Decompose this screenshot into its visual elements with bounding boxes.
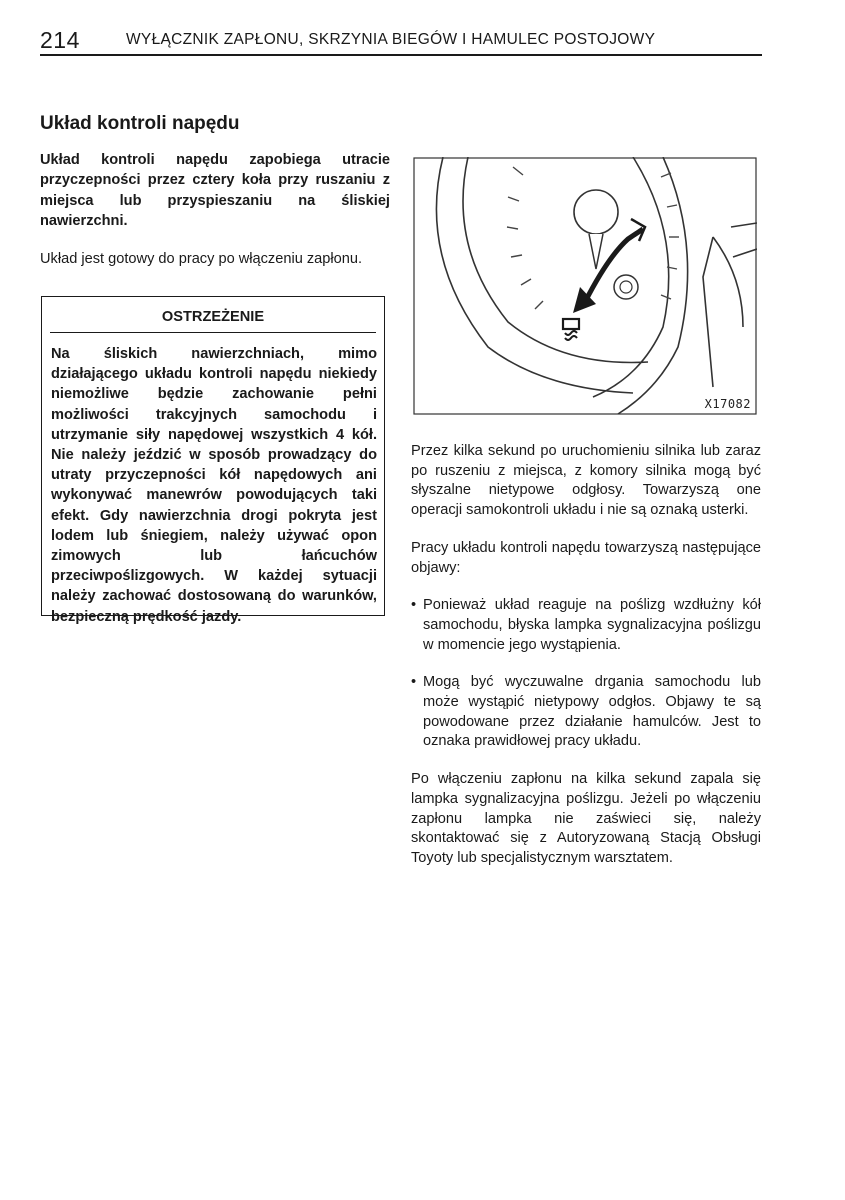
instrument-cluster-figure <box>413 157 757 415</box>
ready-paragraph: Układ jest gotowy do pracy po włączeniu zapłonu. <box>40 251 363 268</box>
paragraph-warning-lamp: Po włączeniu zapłonu na kilka sekund zapala się lampka sygnalizacyjna poślizgu. Jeżeli po włączeniu zapłonu lampka nie zaświeci się, należy skontaktować się z Autoryzowaną Stacją Obsługi Toyoty lub specjalistycznym warsztatem. <box>411 771 761 866</box>
warning-rule <box>50 332 376 333</box>
right-column <box>411 442 761 887</box>
bullet-item <box>411 673 761 752</box>
warning-text: Na śliskich nawierzchniach, mimo działającego układu kontroli napędu niekiedy niemożliwe będzie zachowanie pełni możliwości trakcyjnych samochodu i utrzymanie siły napędowej wszystkich 4 kół. Nie należy jeździć w sposób prowadzący do utraty przyczepności kół napędowych ani wykonywać manewrów powodujących taki efekt. Gdy nawierzchnia drogi pokryta jest lodem lub śniegiem, należy używać opon zimowych lub łańcuchów przeciwpoślizgowych. W każdej sytuacji należy zachować dostosowaną do warunków, bezpieczną prędkość jazdy. <box>51 346 377 625</box>
section-title: Układ kontroli napędu <box>40 113 240 134</box>
warning-box <box>41 296 385 625</box>
cluster-illustration <box>413 157 757 415</box>
paragraph-symptoms-intro: Pracy układu kontroli napędu towarzyszą następujące objawy: <box>411 539 761 576</box>
intro-paragraph: Układ kontroli napędu zapobiega utracie przyczepności przez cztery koła przy ruszaniu z miejsca lub przyspieszaniu na śliskiej nawierzchni. <box>40 152 390 229</box>
bullet-dot: • <box>411 597 417 614</box>
page-number: 214 <box>40 27 80 53</box>
bullet-text: Mogą być wyczuwalne drgania samochodu lub może wystąpić nietypowy odgłos. Objawy te są powodowane przez działanie hamulców. Jest to oznaka prawidłowej pracy układu. <box>423 674 761 750</box>
warning-title: OSTRZEŻENIE <box>161 309 265 325</box>
figure-code: X17082 <box>704 397 751 411</box>
page-header <box>40 26 762 56</box>
left-column <box>40 112 390 289</box>
header-rule <box>40 54 762 56</box>
chapter-title: WYŁĄCZNIK ZAPŁONU, SKRZYNIA BIEGÓW I HAMULEC POSTOJOWY <box>126 31 656 48</box>
bullet-text: Ponieważ układ reaguje na poślizg wzdłużny kół samochodu, błyska lampka sygnalizacyjna poślizgu w momencie jego wystąpienia. <box>423 597 761 653</box>
paragraph-self-check: Przez kilka sekund po uruchomieniu silnika lub zaraz po ruszeniu z miejsca, z komory silnika mogą być słyszalne nietypowe odgłosy. Towarzyszą one operacji samokontroli układu i nie są oznaką usterki. <box>411 443 761 519</box>
bullet-dot: • <box>411 674 417 691</box>
bullet-item <box>411 596 761 655</box>
